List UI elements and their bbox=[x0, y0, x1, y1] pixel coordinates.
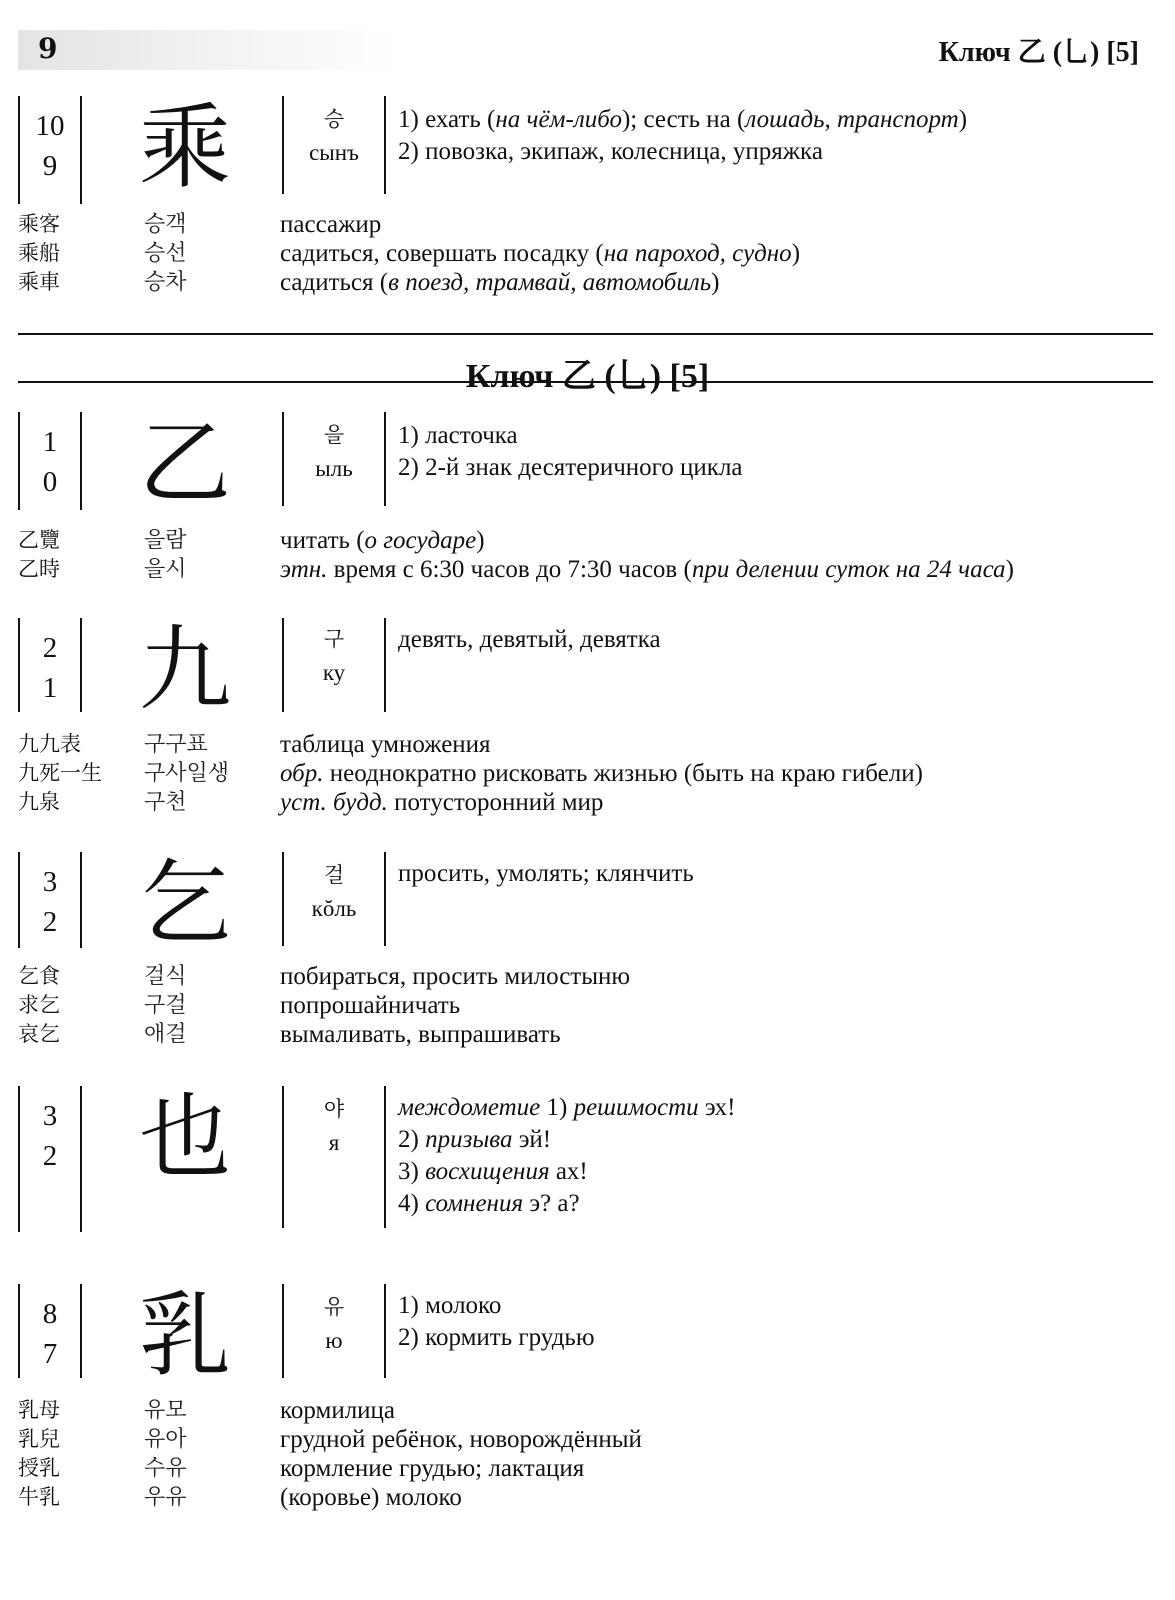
meaning-line bbox=[398, 1124, 1155, 1156]
italic-gloss: сомнения bbox=[425, 1190, 524, 1217]
gloss-text: 1) ласточка bbox=[398, 422, 518, 449]
gloss-text: 2) bbox=[398, 1126, 426, 1153]
italic-gloss: призыва bbox=[425, 1126, 513, 1153]
gloss-text: (коровье) молоко bbox=[280, 1484, 462, 1511]
entry-reading bbox=[282, 1284, 386, 1378]
compound-translation bbox=[280, 210, 381, 239]
compound-list bbox=[18, 730, 1155, 817]
italic-gloss: этн. bbox=[280, 556, 328, 583]
compound-hanja: 乘船 bbox=[18, 241, 60, 265]
compound-hangul: 수유 bbox=[144, 1456, 187, 1481]
meaning-line bbox=[398, 1092, 1155, 1124]
gloss-text: читать ( bbox=[280, 527, 365, 554]
italic-gloss: обр. bbox=[280, 760, 324, 787]
gloss-text: время с 6:30 часов до 7:30 часов ( bbox=[327, 556, 692, 583]
gloss-text: потусторонний мир bbox=[387, 789, 604, 816]
compound-hanja: 授乳 bbox=[18, 1456, 60, 1480]
entry-reading bbox=[282, 96, 386, 194]
compound-hanja: 牛乳 bbox=[18, 1485, 60, 1509]
gloss-text: девять, девятый, девятка bbox=[398, 626, 661, 653]
compound-hanja: 乞食 bbox=[18, 964, 60, 988]
italic-gloss: междометие bbox=[398, 1094, 541, 1121]
compound-hangul: 유아 bbox=[144, 1427, 187, 1452]
entry-meanings bbox=[398, 420, 1155, 484]
stroke-total: 1 bbox=[42, 426, 58, 458]
compound-translation bbox=[280, 788, 603, 817]
compound-hangul: 애걸 bbox=[144, 1022, 187, 1047]
section-rule-top bbox=[18, 333, 1153, 335]
gloss-text: попрошайничать bbox=[280, 992, 461, 1019]
gloss-text: кормилица bbox=[280, 1397, 396, 1424]
compound-hangul: 승차 bbox=[144, 270, 187, 295]
italic-gloss: о государе bbox=[364, 527, 477, 554]
meaning-line bbox=[398, 136, 1155, 168]
header-shading bbox=[18, 30, 398, 70]
gloss-text: э? а? bbox=[523, 1190, 580, 1217]
meaning-line bbox=[398, 420, 1155, 452]
gloss-text: ) bbox=[791, 240, 801, 267]
compound-list bbox=[18, 1396, 1155, 1512]
section-title: Ключ 乙 (乚) [5] bbox=[465, 358, 710, 395]
gloss-text: ) bbox=[711, 269, 720, 296]
compound-hangul: 구구표 bbox=[144, 732, 208, 757]
compound-hanja: 乳母 bbox=[18, 1398, 60, 1422]
compound-hanja: 乘車 bbox=[18, 270, 60, 294]
gloss-text: кормление грудью; лактация bbox=[280, 1455, 585, 1482]
compound-row bbox=[18, 1425, 1155, 1454]
gloss-text: 3) bbox=[398, 1158, 426, 1185]
compound-hanja: 乙時 bbox=[18, 557, 60, 581]
compound-translation bbox=[280, 555, 1014, 584]
reading-hangul: 승 bbox=[323, 107, 345, 131]
compound-translation bbox=[280, 239, 800, 268]
gloss-text: таблица умножения bbox=[280, 731, 491, 758]
gloss-text: эх! bbox=[698, 1094, 736, 1121]
compound-hangul: 걸식 bbox=[144, 964, 187, 989]
compound-row bbox=[18, 1396, 1155, 1425]
section-rule-bottom bbox=[18, 381, 1153, 383]
stroke-extra: 9 bbox=[42, 150, 58, 182]
compound-hanja: 九九表 bbox=[18, 732, 81, 756]
gloss-text: 1) молоко bbox=[398, 1292, 502, 1319]
gloss-text: 2) кормить грудью bbox=[398, 1324, 595, 1351]
meaning-line bbox=[398, 624, 1155, 656]
meaning-line bbox=[398, 1156, 1155, 1188]
compound-row bbox=[18, 526, 1155, 555]
reading-cyrillic: я bbox=[328, 1130, 340, 1155]
compound-translation bbox=[280, 759, 923, 788]
gloss-text: просить, умолять; клянчить bbox=[398, 860, 694, 887]
reading-cyrillic: сынъ bbox=[309, 140, 359, 165]
reading-hangul: 야 bbox=[323, 1097, 345, 1121]
entry-hanja: 乳 bbox=[138, 1282, 231, 1389]
compound-hangul: 승선 bbox=[144, 241, 187, 266]
italic-gloss: решимости bbox=[573, 1094, 699, 1121]
stroke-count bbox=[18, 1086, 82, 1232]
reading-hangul: 유 bbox=[323, 1295, 345, 1319]
entry-meanings bbox=[398, 858, 1155, 890]
italic-gloss: при делении суток на 24 часа bbox=[691, 556, 1006, 583]
reading-cyrillic: ю bbox=[325, 1328, 343, 1353]
stroke-total: 2 bbox=[42, 632, 58, 664]
gloss-text: вымаливать, выпрашивать bbox=[280, 1021, 561, 1048]
stroke-count bbox=[18, 1284, 82, 1378]
stroke-extra: 7 bbox=[42, 1338, 58, 1370]
stroke-extra: 1 bbox=[42, 672, 58, 704]
compound-hanja: 哀乞 bbox=[18, 1022, 60, 1046]
compound-hangul: 을시 bbox=[144, 557, 187, 582]
stroke-count bbox=[18, 412, 82, 510]
compound-hanja: 九泉 bbox=[18, 790, 60, 814]
reading-hangul: 을 bbox=[323, 423, 345, 447]
compound-list bbox=[18, 962, 1155, 1049]
compound-translation bbox=[280, 1396, 395, 1425]
reading-cyrillic: ку bbox=[322, 660, 346, 685]
compound-translation bbox=[280, 730, 491, 759]
gloss-text: 2) 2-й знак десятеричного цикла bbox=[398, 454, 743, 481]
entry-hanja: 乘 bbox=[138, 94, 231, 201]
compound-translation bbox=[280, 1454, 584, 1483]
compound-row bbox=[18, 210, 1155, 239]
italic-gloss: лошадь, транспорт bbox=[745, 106, 959, 133]
running-head: Ключ 乙 (乚) [5] bbox=[938, 37, 1139, 68]
gloss-text: ) bbox=[958, 106, 968, 133]
meaning-line bbox=[398, 452, 1155, 484]
compound-translation bbox=[280, 962, 630, 991]
compound-row bbox=[18, 555, 1155, 584]
compound-row bbox=[18, 991, 1155, 1020]
compound-hangul: 승객 bbox=[144, 212, 187, 237]
stroke-total: 3 bbox=[42, 1100, 58, 1132]
compound-translation bbox=[280, 1425, 642, 1454]
gloss-text: 1) bbox=[540, 1094, 574, 1121]
compound-row bbox=[18, 1020, 1155, 1049]
compound-hangul: 구천 bbox=[144, 790, 187, 815]
reading-hangul: 구 bbox=[323, 627, 345, 651]
stroke-count bbox=[18, 852, 82, 948]
stroke-total: 8 bbox=[42, 1298, 58, 1330]
compound-hangul: 을람 bbox=[144, 528, 187, 553]
gloss-text: побираться, просить милостыню bbox=[280, 963, 631, 990]
italic-gloss: восхищения bbox=[425, 1158, 550, 1185]
entry-meanings bbox=[398, 1290, 1155, 1354]
compound-hangul: 유모 bbox=[144, 1398, 187, 1423]
compound-row bbox=[18, 268, 1155, 297]
meaning-line bbox=[398, 858, 1155, 890]
compound-row bbox=[18, 1483, 1155, 1512]
entry-reading bbox=[282, 1086, 386, 1228]
entry-meanings bbox=[398, 1092, 1155, 1220]
entry-reading bbox=[282, 852, 386, 946]
compound-translation bbox=[280, 991, 460, 1020]
italic-gloss: на чём-либо bbox=[495, 106, 622, 133]
meaning-line bbox=[398, 1290, 1155, 1322]
gloss-text: садиться ( bbox=[280, 269, 389, 296]
stroke-extra: 2 bbox=[42, 906, 58, 938]
entry-reading bbox=[282, 412, 386, 506]
compound-row bbox=[18, 730, 1155, 759]
compound-list bbox=[18, 526, 1155, 584]
stroke-extra: 0 bbox=[42, 466, 58, 498]
stroke-count bbox=[18, 96, 82, 204]
compound-hangul: 구걸 bbox=[144, 993, 187, 1018]
meaning-line bbox=[398, 1322, 1155, 1354]
compound-row bbox=[18, 788, 1155, 817]
compound-row bbox=[18, 962, 1155, 991]
entry-hanja: 也 bbox=[138, 1084, 231, 1191]
gloss-text: неоднократно рисковать жизнью (быть на краю гибели) bbox=[323, 760, 923, 787]
meaning-line bbox=[398, 1188, 1155, 1220]
gloss-text: ) bbox=[1005, 556, 1014, 583]
gloss-text: садиться, совершать посадку ( bbox=[280, 240, 604, 267]
entry-meanings bbox=[398, 624, 1155, 656]
entry-reading bbox=[282, 618, 386, 712]
compound-hangul: 구사일생 bbox=[144, 761, 230, 786]
compound-hanja: 乙覽 bbox=[18, 528, 60, 552]
compound-translation bbox=[280, 526, 485, 555]
gloss-text: пассажир bbox=[280, 211, 382, 238]
italic-gloss: уст. будд. bbox=[280, 789, 388, 816]
entry-hanja: 乙 bbox=[138, 410, 231, 517]
stroke-extra: 2 bbox=[42, 1140, 58, 1172]
gloss-text: ах! bbox=[549, 1158, 588, 1185]
gloss-text: 1) ехать ( bbox=[398, 106, 496, 133]
page-number: 9 bbox=[38, 32, 58, 65]
italic-gloss: в поезд, трамвай, автомобиль bbox=[388, 269, 712, 296]
gloss-text: эй! bbox=[512, 1126, 552, 1153]
reading-cyrillic: кŏль bbox=[311, 896, 357, 921]
reading-cyrillic: ыль bbox=[315, 456, 353, 481]
meaning-line bbox=[398, 104, 1155, 136]
compound-list bbox=[18, 210, 1155, 297]
gloss-text: ) bbox=[476, 527, 485, 554]
stroke-count bbox=[18, 618, 82, 712]
compound-hanja: 九死一生 bbox=[18, 761, 102, 785]
compound-hangul: 우유 bbox=[144, 1485, 187, 1510]
page-header bbox=[0, 0, 1175, 80]
gloss-text: 4) bbox=[398, 1190, 426, 1217]
italic-gloss: на пароход, судно bbox=[603, 240, 792, 267]
entry-hanja: 乞 bbox=[138, 850, 231, 957]
compound-row bbox=[18, 759, 1155, 788]
compound-row bbox=[18, 1454, 1155, 1483]
compound-translation bbox=[280, 268, 719, 297]
compound-hanja: 乳兒 bbox=[18, 1427, 60, 1451]
compound-translation bbox=[280, 1020, 561, 1049]
compound-row bbox=[18, 239, 1155, 268]
compound-hanja: 乘客 bbox=[18, 212, 60, 236]
gloss-text: ); сесть на ( bbox=[621, 106, 746, 133]
reading-hangul: 걸 bbox=[323, 863, 345, 887]
stroke-total: 3 bbox=[42, 866, 58, 898]
compound-hanja: 求乞 bbox=[18, 993, 60, 1017]
entry-meanings bbox=[398, 104, 1155, 168]
gloss-text: 2) повозка, экипаж, колесница, упряжка bbox=[398, 138, 823, 165]
gloss-text: грудной ребёнок, новорождённый bbox=[280, 1426, 642, 1453]
entry-hanja: 九 bbox=[138, 616, 231, 723]
compound-translation bbox=[280, 1483, 462, 1512]
stroke-total: 10 bbox=[35, 110, 65, 142]
